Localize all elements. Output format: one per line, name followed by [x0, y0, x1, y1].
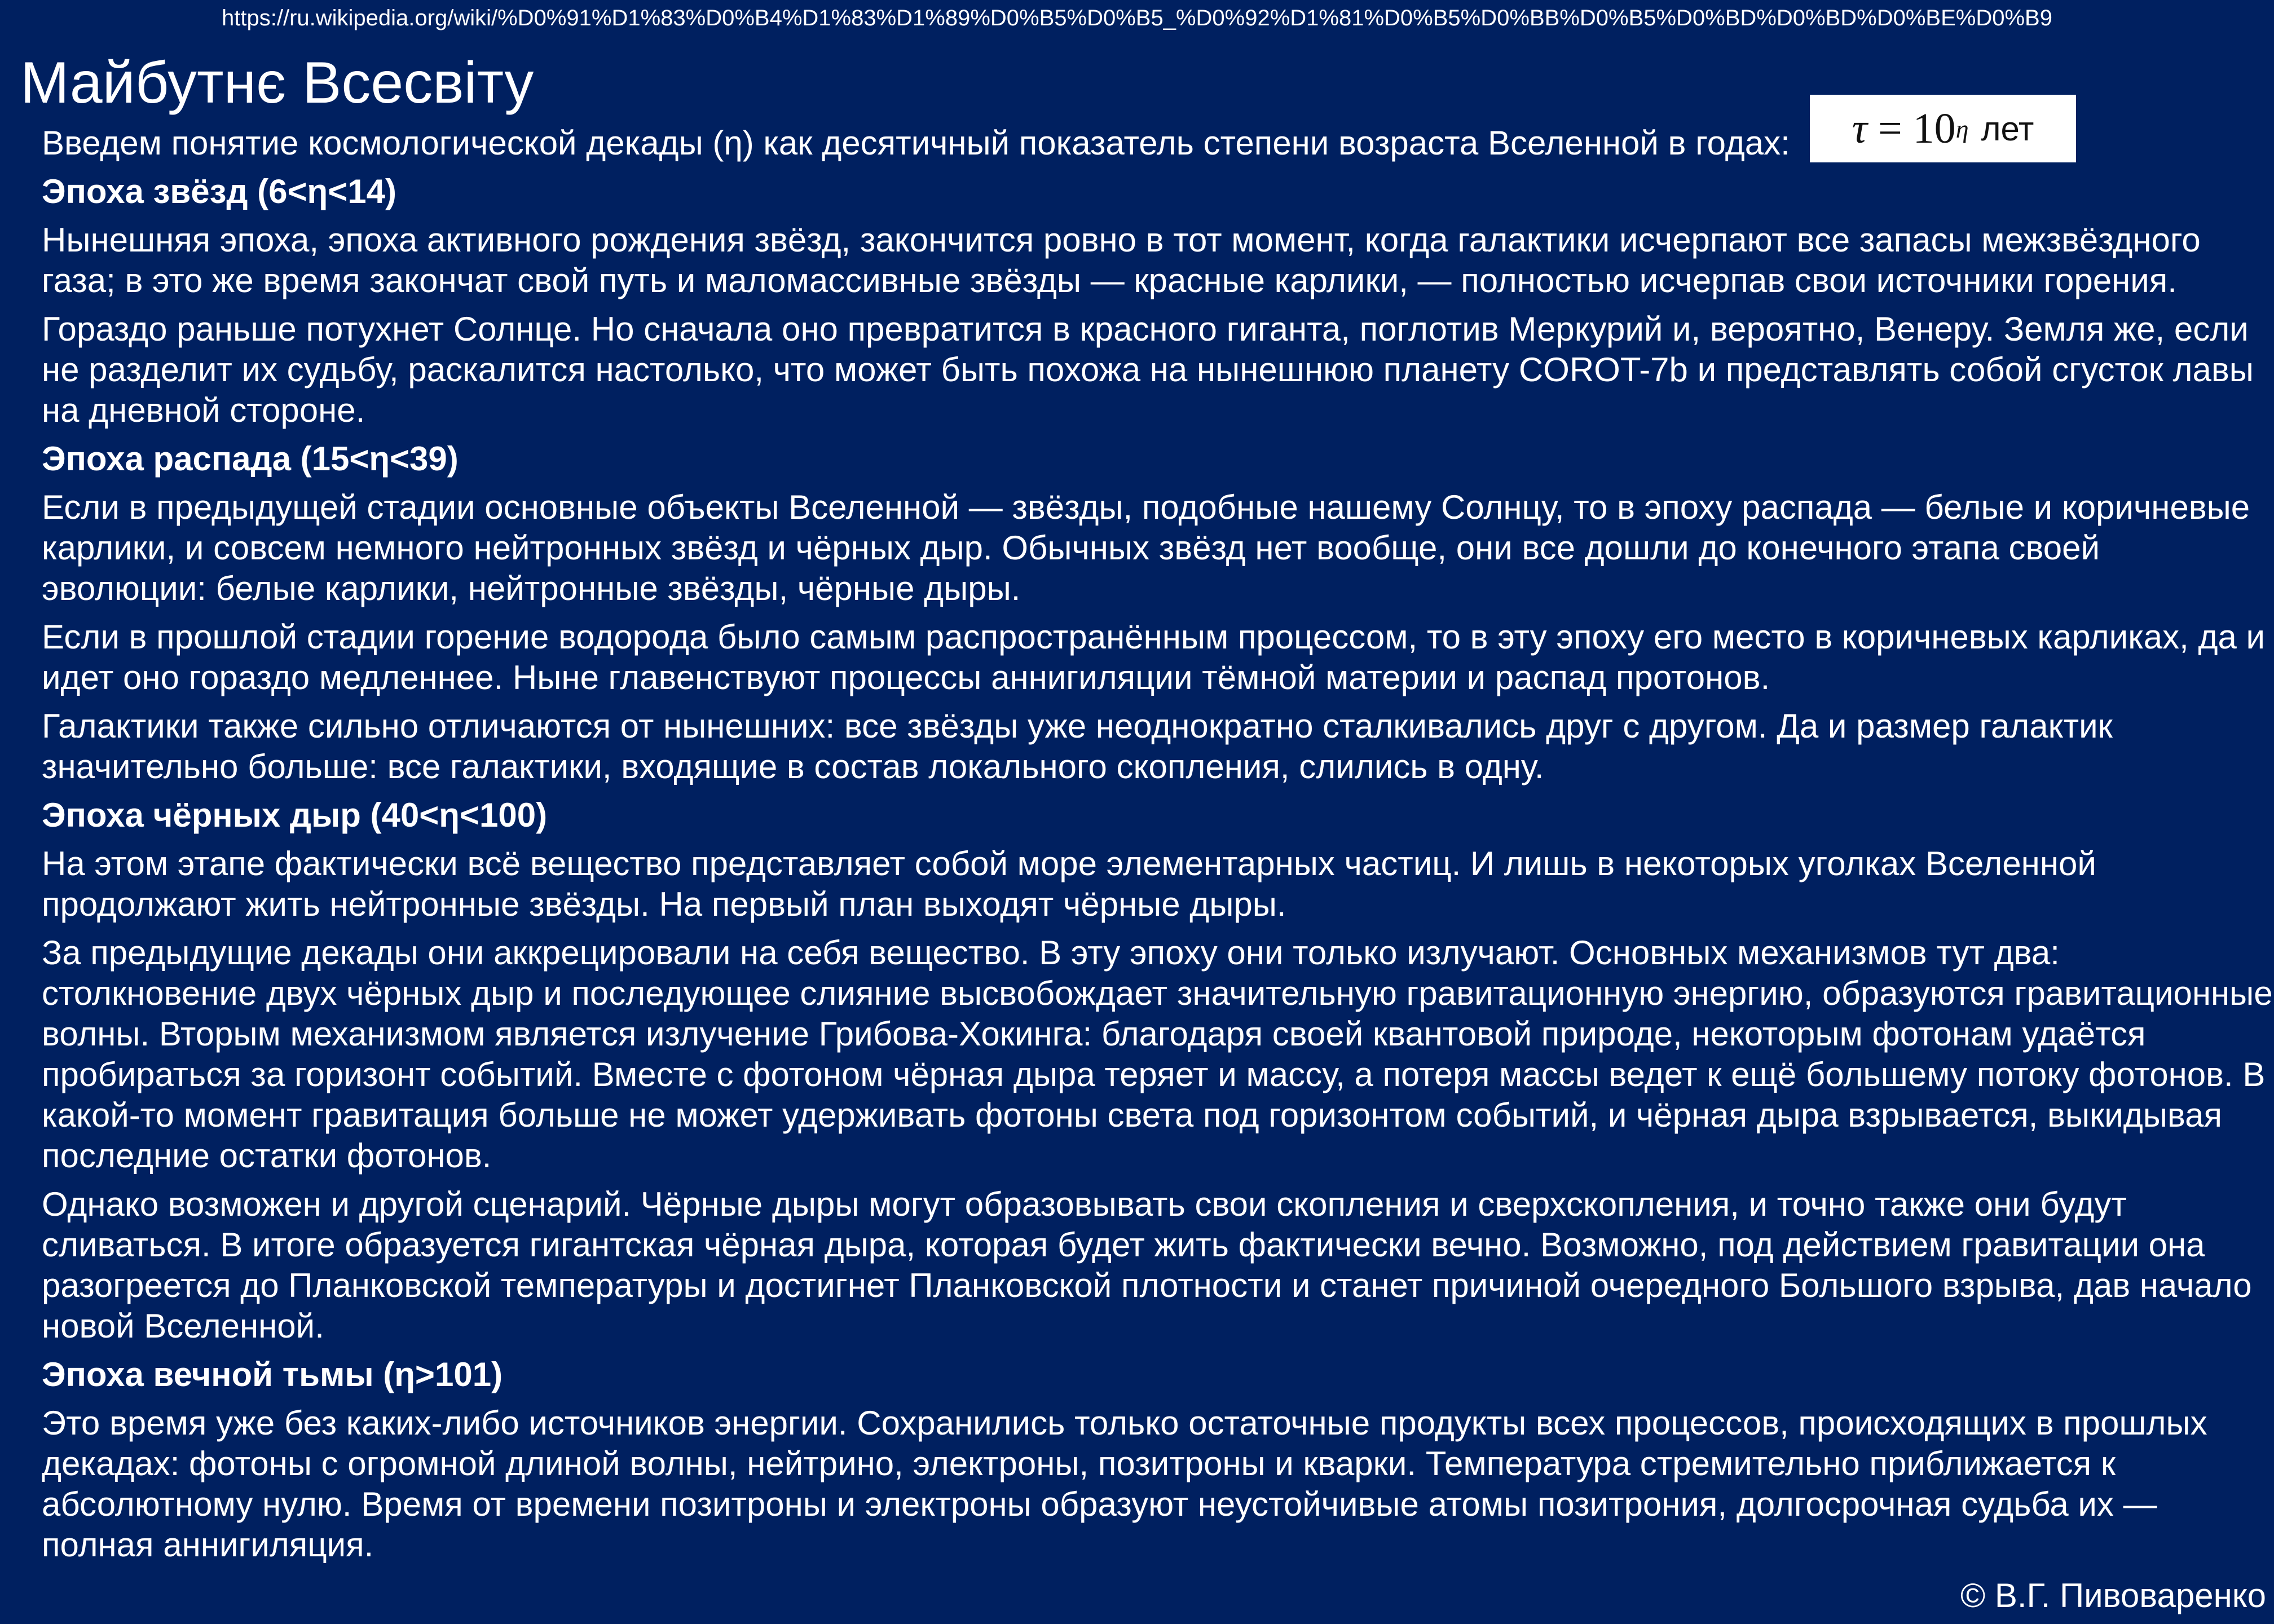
- paragraph-line: какой-то момент гравитация больше не может удерживать фотоны света под горизонтом событий, и чёрная дыра взрывается, выкидывая: [42, 1096, 2222, 1134]
- intro-text: Введем понятие космологической декады (η) как десятичный показатель степени возраста Вселенной в годах:: [42, 124, 1790, 162]
- paragraph-line: пробираться за горизонт событий. Вместе с фотоном чёрная дыра теряет и массу, а потеря массы ведет к ещё большему потоку фотонов. В: [42, 1056, 2266, 1093]
- paragraph-line: на дневной стороне.: [42, 391, 365, 429]
- paragraph-line: полная аннигиляция.: [42, 1526, 374, 1564]
- formula-unit: лет: [1981, 109, 2034, 148]
- paragraph-line: декадах: фотоны с огромной длиной волны, нейтрино, электроны, позитроны и кварки. Температура стремительно приближается к: [42, 1445, 2116, 1482]
- paragraph: [42, 487, 2274, 609]
- paragraph: [42, 1403, 2274, 1565]
- paragraph-line: идет оно гораздо медленнее. Ныне главенствуют процессы аннигиляции тёмной материи и распад протонов.: [42, 659, 1770, 696]
- sections: [42, 171, 2274, 1565]
- paragraph-line: абсолютному нулю. Время от времени позитроны и электроны образуют неустойчивые атомы позитрония, долгосрочная судьба их —: [42, 1485, 2157, 1523]
- copyright: © В.Г. Пивоваренко: [1960, 1577, 2266, 1614]
- formula-variable: τ: [1852, 104, 1867, 152]
- paragraph-line: Нынешняя эпоха, эпоха активного рождения звёзд, закончится ровно в тот момент, когда галактики исчерпают все запасы межзвёздного: [42, 221, 2201, 259]
- paragraph-line: За предыдущие декады они аккрецировали на себя вещество. В эту эпоху они только излучают. Основных механизмов тут два:: [42, 934, 2060, 972]
- paragraph-line: волны. Вторым механизмом является излучение Грибова-Хокинга: благодаря своей квантовой природе, некоторым фотонам удаётся: [42, 1015, 2146, 1053]
- paragraph-line: последние остатки фотонов.: [42, 1137, 492, 1175]
- paragraph-line: столкновение двух чёрных дыр и последующее слияние высвобождает значительную гравитационную энергию, образуются гравитационные: [42, 974, 2273, 1012]
- paragraph: [42, 1184, 2274, 1347]
- formula-base: = 10: [1867, 104, 1956, 152]
- paragraph-line: карлики, и совсем немного нейтронных звёзд и чёрных дыр. Обычных звёзд нет вообще, они все дошли до конечного этапа своей: [42, 529, 2100, 567]
- formula-exponent: η: [1955, 114, 1969, 143]
- paragraph: [42, 220, 2274, 301]
- paragraph: [42, 706, 2274, 787]
- content: [42, 123, 2274, 1565]
- paragraph: [42, 309, 2274, 431]
- page-title: Майбутнє Всесвіту: [20, 50, 534, 116]
- paragraph-line: На этом этапе фактически всё вещество представляет собой море элементарных частиц. И лишь в некоторых уголках Вселенной: [42, 845, 2096, 882]
- paragraph-line: эволюции: белые карлики, нейтронные звёзды, чёрные дыры.: [42, 570, 1021, 607]
- section-heading: Эпоха распада (15<η<39): [42, 440, 459, 478]
- section-heading: Эпоха звёзд (6<η<14): [42, 173, 396, 210]
- paragraph: [42, 844, 2274, 925]
- paragraph-line: новой Вселенной.: [42, 1307, 324, 1345]
- paragraph-line: продолжают жить нейтронные звёзды. На первый план выходят чёрные дыры.: [42, 885, 1286, 923]
- paragraph: [42, 933, 2274, 1176]
- paragraph-line: газа; в это же время закончат свой путь и маломассивные звёзды — красные карлики, — полностью исчерпав свои источники горения.: [42, 262, 2177, 299]
- paragraph-line: разогреется до Планковской температуры и достигнет Планковской плотности и станет причиной очередного Большого взрыва, дав начало: [42, 1266, 2252, 1304]
- paragraph-line: Если в предыдущей стадии основные объекты Вселенной — звёзды, подобные нашему Солнцу, то в эпоху распада — белые и коричневые: [42, 488, 2250, 526]
- paragraph-line: Это время уже без каких-либо источников энергии. Сохранились только остаточные продукты всех процессов, происходящих в прошлых: [42, 1404, 2207, 1442]
- paragraph: [42, 617, 2274, 698]
- section-heading: Эпоха вечной тьмы (η>101): [42, 1356, 503, 1393]
- section-heading: Эпоха чёрных дыр (40<η<100): [42, 796, 548, 834]
- paragraph-line: Если в прошлой стадии горение водорода было самым распространённым процессом, то в эту эпоху его место в коричневых карликах, да и: [42, 618, 2266, 656]
- paragraph-line: сливаться. В итоге образуется гигантская чёрная дыра, которая будет жить фактически вечно. Возможно, под действием гравитации она: [42, 1226, 2205, 1264]
- paragraph-line: не разделит их судьбу, раскалится настолько, что может быть похожа на нынешнюю планету COROT-7b и представлять собой сгусток лавы: [42, 351, 2254, 389]
- paragraph-line: Галактики также сильно отличаются от нынешних: все звёзды уже неоднократно сталкивались друг с другом. Да и размер галактик: [42, 707, 2113, 745]
- paragraph-line: Гораздо раньше потухнет Солнце. Но сначала оно превратится в красного гиганта, поглотив Меркурий и, вероятно, Венеру. Земля же, если: [42, 310, 2249, 348]
- paragraph-line: Однако возможен и другой сценарий. Чёрные дыры могут образовывать свои скопления и сверхскопления, и точно также они будут: [42, 1185, 2127, 1223]
- source-url[interactable]: https://ru.wikipedia.org/wiki/%D0%91%D1%83%D0%B4%D1%83%D1%89%D0%B5%D0%B5_%D0%92%D1%81%D0%B5%D0%BB%D0%B5%D0%BD%D0%BD%D0%BE%D0%B9: [222, 6, 2052, 30]
- paragraph-line: значительно больше: все галактики, входящие в состав локального скопления, слились в одну.: [42, 748, 1544, 785]
